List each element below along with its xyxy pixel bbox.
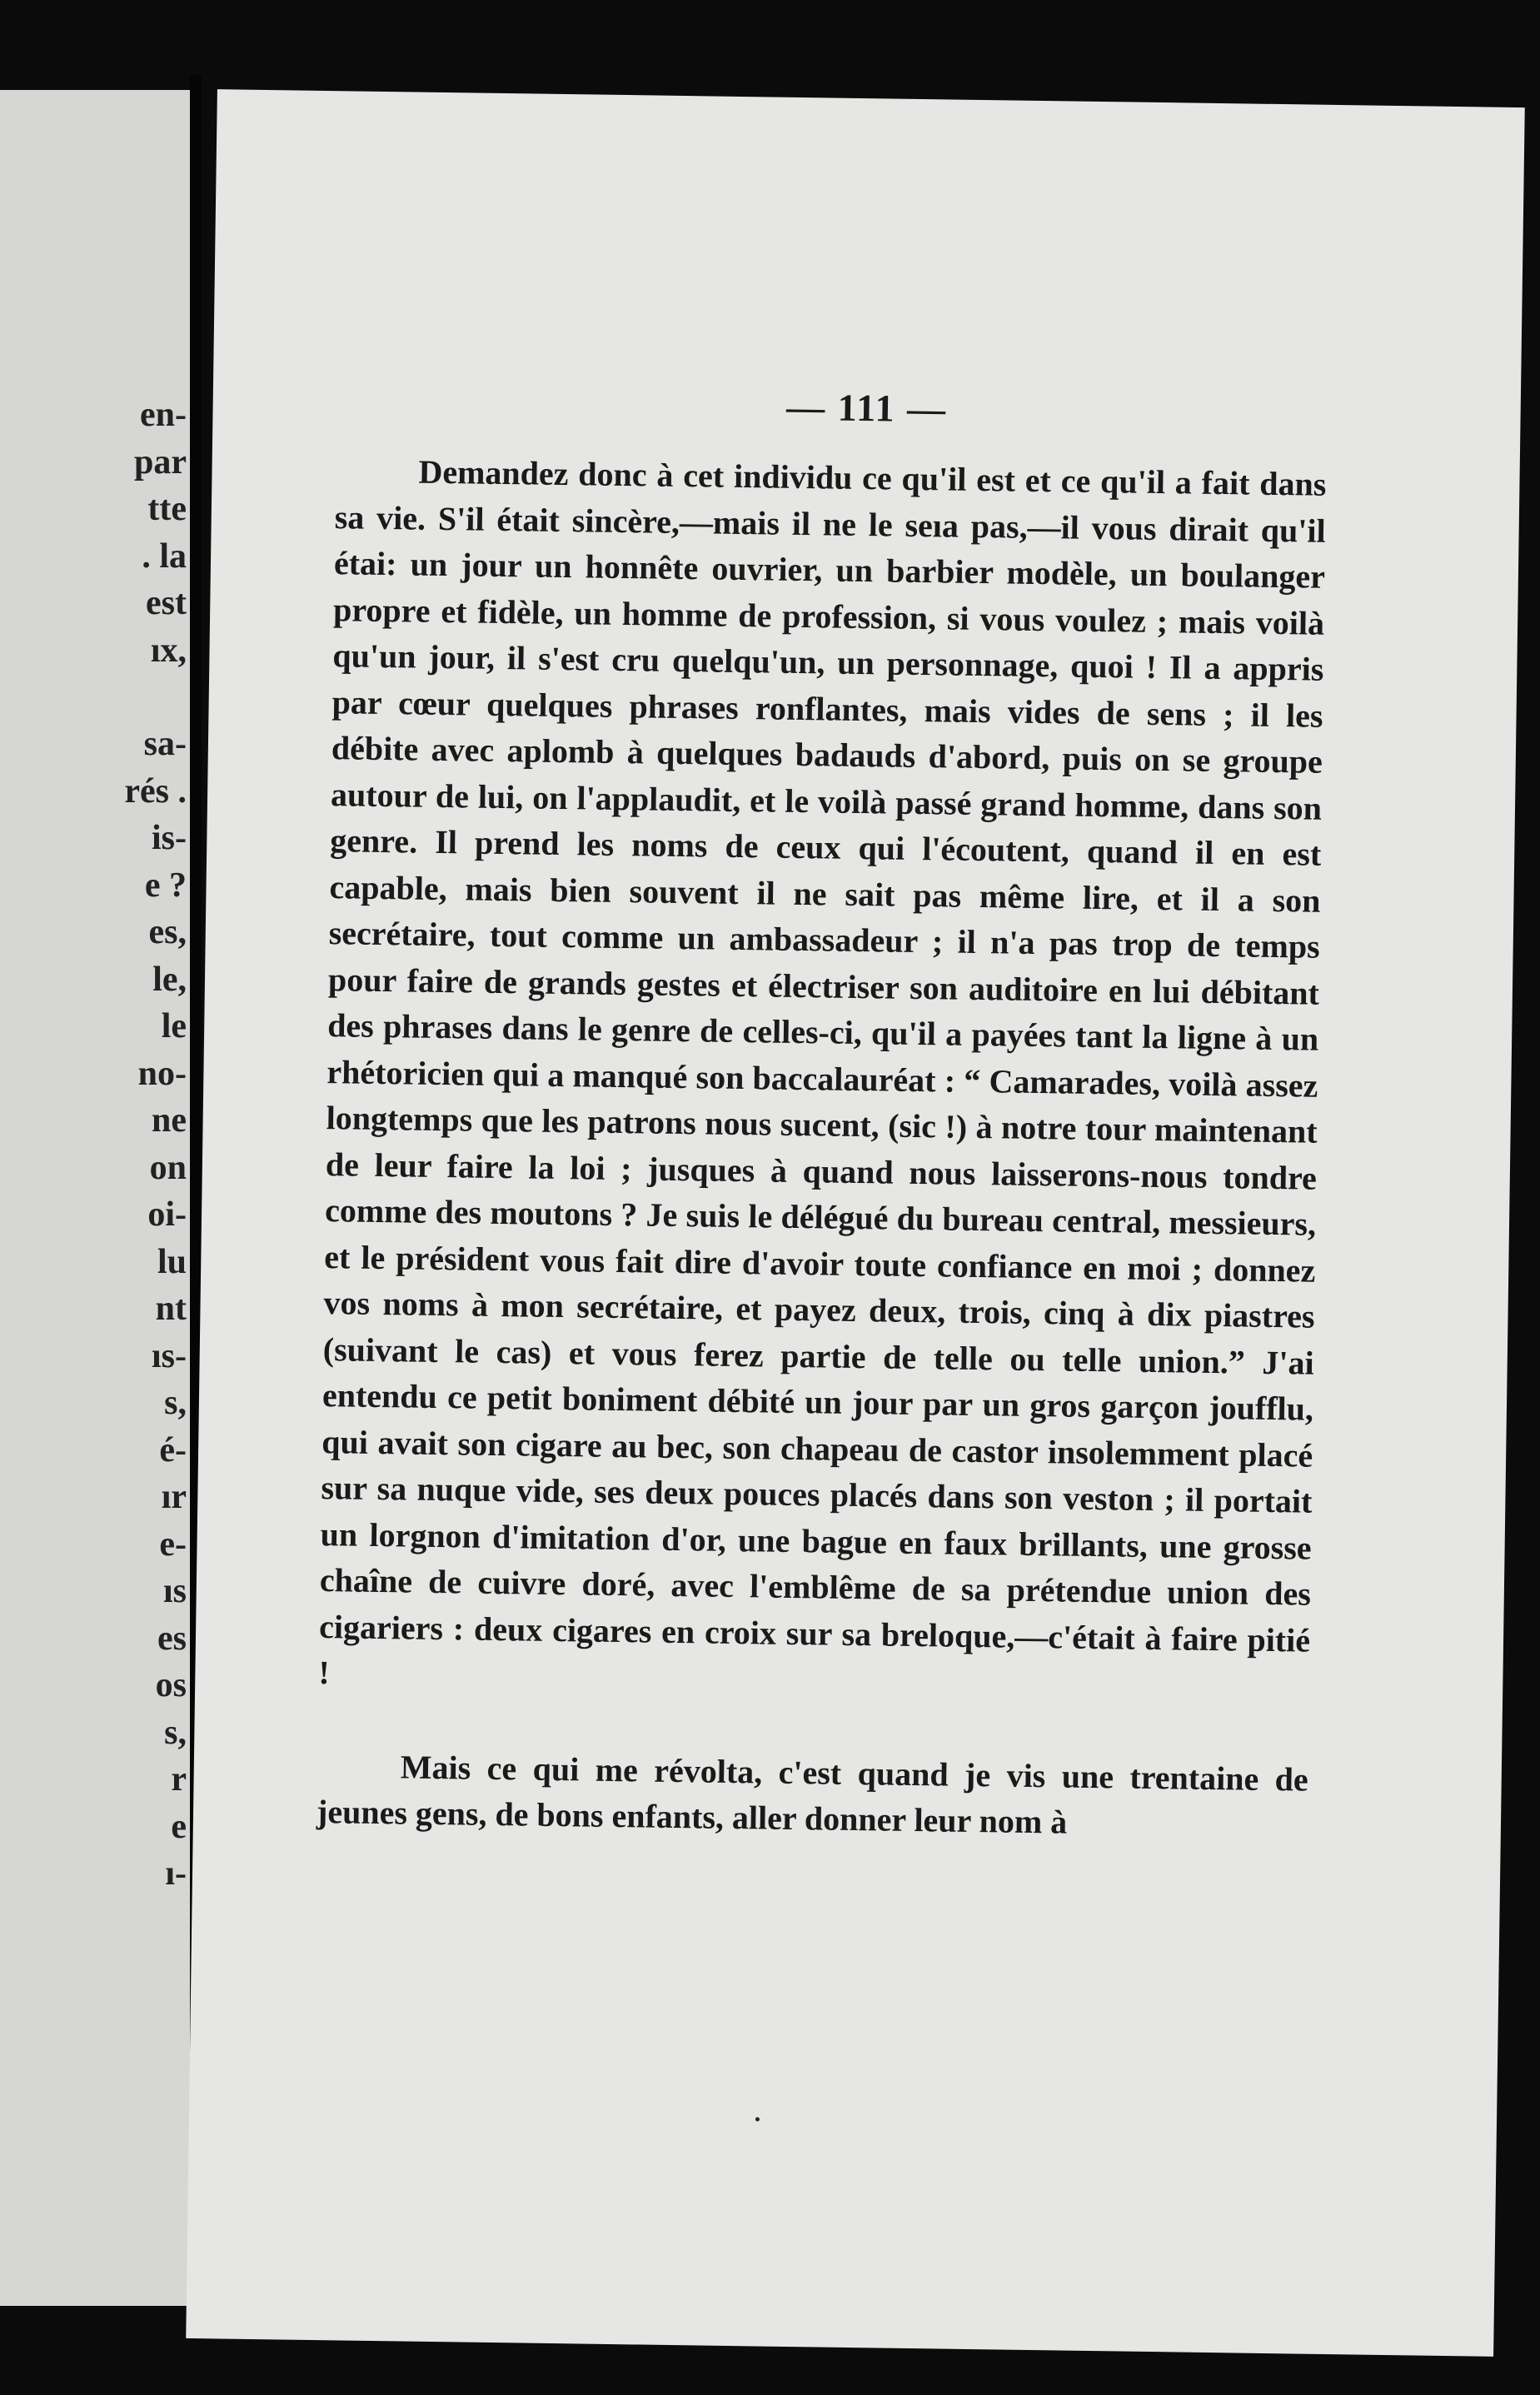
left-page-line: tte: [147, 490, 187, 528]
left-page-line: ıx,: [150, 631, 187, 670]
left-page-line: is-: [152, 819, 187, 857]
left-page-line: [124, 674, 187, 721]
left-page-line: ı-: [165, 1854, 187, 1893]
left-page-line: no-: [137, 1054, 187, 1093]
left-page-line: r: [171, 1760, 187, 1799]
paragraph-1: [318, 447, 1327, 1709]
left-page-line: s,: [164, 1384, 187, 1422]
left-page-line: rés .: [124, 771, 187, 811]
left-page-line: oi-: [147, 1195, 187, 1234]
left-page-line: ır: [161, 1478, 187, 1516]
paragraph-1-text: Demandez donc à cet individu ce qu'il est et ce qu'il a fait dans sa vie. S'il était sincère,—mais il ne le seıa pas,—il vous dirait qu'il étai: un jour un honnête ouvrier, un barbier modèle, un boulanger propre et fidèle, un homme de profession, si vous voulez ; mais voilà qu'un jour, il s'est cru quelqu'un, un personnage, quoi ! Il a appris par cœur quelques phrases ronflantes, mais vides de sens ; il les débite avec aplomb à quelques badauds d'abord, puis on se groupe autour de lui, on l'applaudit, et le voilà passé grand homme, dans son genre. Il prend les noms de ceux qui l'écoutent, quand il en est capable, mais bien souvent il ne sait pas même lire, et il a son secrétaire, tout comme un ambassadeur ; il n'a pas trop de temps pour faire de grands gestes et électriser son auditoire en lui débitant des phrases dans le genre de celles-ci, qu'il a payées tant la ligne à un rhétoricien qui a manqué son baccalauréat : “ Camarades, voilà assez longtemps que les patrons nous sucent, (sic !) à notre tour maintenant de leur faire la loi ; jusques à quand nous laisserons-nous tondre comme des moutons ? Je suis le délégué du bureau central, messieurs, et le président vous fait dire d'avoir toute confiance en moi ; donnez vos noms à mon secrétaire, et payez deux, trois, cinq à dix piastres (suivant le cas) et vous ferez partie de telle ou telle union.” J'ai entendu ce petit boniment débité un jour par un gros garçon joufflu, qui avait son cigare au bec, son chapeau de castor insolemment placé sur sa nuque vide, ses deux pouces placés dans son veston ; il portait un lorgnon d'imitation d'or, une bague en faux brillants, une grosse chaîne de cuivre doré, avec l'emblême de sa prétendue union des cigariers : deux cigares en croix sur sa breloque,—c'était à faire pitié !: [318, 452, 1327, 1692]
left-page-line: ıs-: [152, 1336, 187, 1375]
left-page-line: e-: [159, 1524, 187, 1564]
left-page-line: nt: [155, 1290, 187, 1328]
left-page-line: par: [134, 442, 187, 481]
body-text: [316, 447, 1327, 1849]
left-page-line: es: [157, 1619, 187, 1658]
left-page: [0, 90, 193, 2306]
page-number: — 111 —: [785, 385, 948, 431]
right-page: [186, 89, 1525, 2357]
ink-speck: [755, 2117, 760, 2121]
left-page-line: é-: [159, 1430, 187, 1469]
left-page-line: en-: [140, 396, 187, 434]
left-page-line: on: [149, 1148, 187, 1187]
left-page-line: e: [171, 1807, 187, 1846]
left-page-line: lu: [157, 1242, 187, 1281]
left-page-line: os: [155, 1666, 187, 1704]
paragraph-2-text: Mais ce qui me révolta, c'est quand je vis une trentaine de jeunes gens, de bons enfants, aller donner leur nom à: [316, 1747, 1309, 1841]
left-page-line: ne: [152, 1101, 187, 1140]
left-page-line: est: [146, 584, 187, 622]
left-page-line: . la: [142, 536, 187, 576]
left-page-line: le,: [152, 960, 187, 999]
paragraph-2: [316, 1743, 1308, 1849]
left-page-line: ıs: [162, 1572, 187, 1610]
left-page-line: e ?: [144, 866, 187, 905]
left-page-line: sa-: [143, 725, 187, 763]
left-page-line: le: [161, 1007, 187, 1045]
left-page-line: s,: [164, 1713, 187, 1752]
left-page-line: es,: [148, 913, 187, 951]
left-page-text-column: [124, 392, 187, 1898]
